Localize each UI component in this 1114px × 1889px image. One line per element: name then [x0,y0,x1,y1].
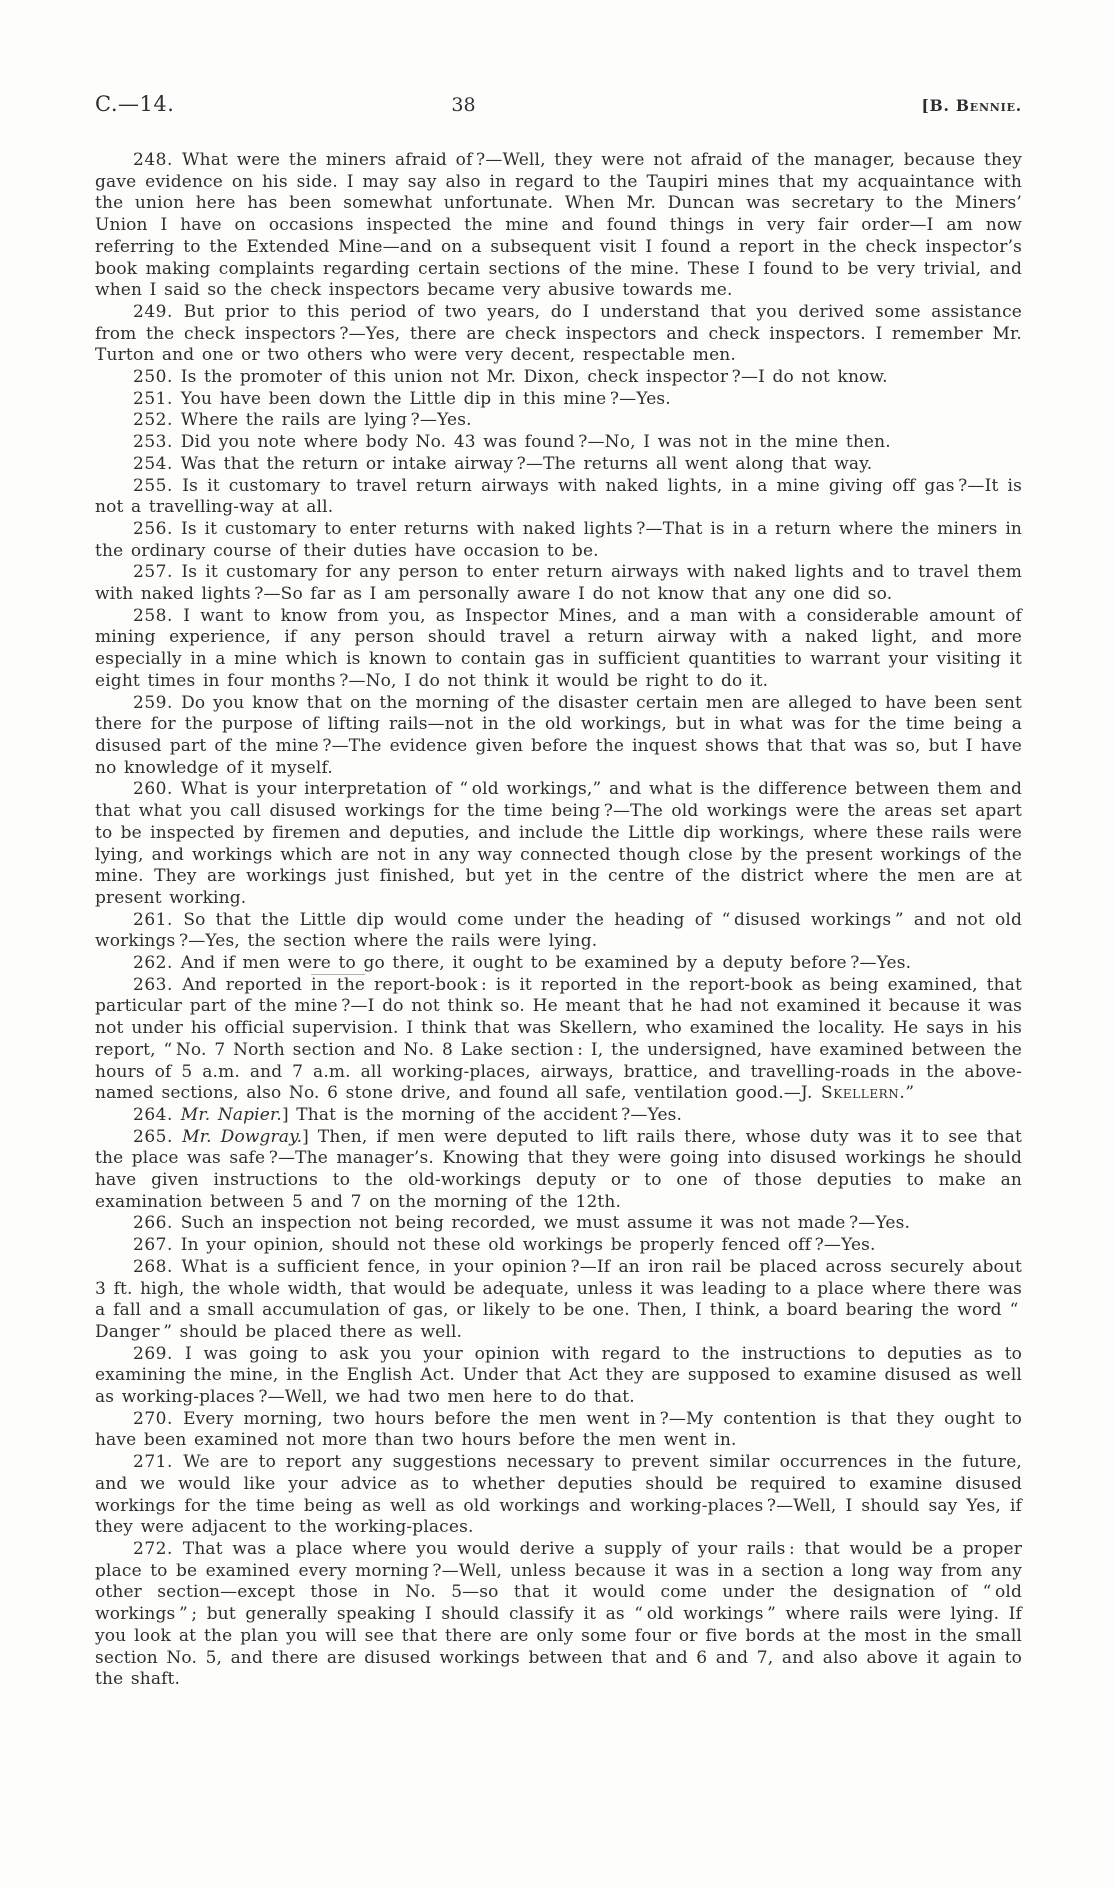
question-number: 255. [133,475,183,496]
paragraph-text-segment: And reported [182,974,312,995]
qa-paragraph [95,606,1022,693]
paragraph-text-segment: J. Skellern. [800,1083,906,1104]
question-number: 267. [133,1235,181,1256]
qa-paragraph [95,410,1022,432]
paragraph-text-segment: You have been down the Little dip in this mine ?—Yes. [180,388,671,409]
qa-paragraph [95,1105,1022,1127]
qa-paragraph [95,1127,1022,1214]
question-number: 254. [133,453,181,474]
qa-paragraph [95,562,1022,605]
question-number: 259. [133,692,182,713]
question-number: 268. [133,1256,182,1277]
question-number: 256. [133,518,181,539]
paragraph-text-segment: Is the promoter of this union not Mr. Dixon, check inspector ?—I do not know. [180,367,888,388]
paragraph-text-segment: report-book : is it reported in the report-book as being examined, that particular part of the mine ?—I do not think so. He meant that he had not examined it because it was not under his official supervision. I think that was Skellern, who examined the locality. He says in his report, “ No. 7 North section and No. 8 Lake section : I, the undersigned, have examined between the hours of 5 a.m. and 7 a.m. all working-places, airways, brattice, and travelling-roads in the above-named sections, also No. 6 stone drive, and found all safe, ventilation good.— [95,974,1023,1104]
question-number: 260. [133,779,181,800]
paragraph-text-segment: Do you know that on the morning of the disaster certain men are alleged to have been sent there for the purpose of lifting rails—not in the old workings, but in what was for the time being a disused part of the mine ?—The evidence given before the inquest shows that that was so, but I have no knowledge of it myself. [95,692,1022,778]
qa-paragraph [95,432,1022,454]
paragraph-text-segment: Is it customary for any person to enter return airways with naked lights and to travel them with naked lights ?—So far as I am personally aware I do not know that any one did so. [95,562,1022,605]
transcript-body [95,150,1022,1691]
paragraph-text-segment: So that the Little dip would come under the heading of “ disused workings ” and not old workings ?—Yes, the section where the rails were lying. [95,909,1022,952]
qa-paragraph [95,476,1022,519]
paragraph-text-segment: In your opinion, should not these old workings be properly fenced off ?—Yes. [180,1235,876,1256]
paragraph-text-segment: ” [905,1083,915,1104]
question-number: 257. [133,562,182,583]
qa-paragraph [95,1213,1022,1235]
document-reference: C.—14. [95,92,175,116]
paragraph-text-segment: We are to report any suggestions necessary to prevent similar occurrences in the future, and we would like your advice as to whether deputies should be required to examine disused workings for the time being as well as old workings and working-places ?—Well, I should say Yes, if they were adjacent to the working-places. [95,1452,1022,1538]
paragraph-text-segment: Mr. Dowgray. [182,1126,303,1147]
paragraph-text-segment: Is it customary to enter returns with naked lights ?—That is in a return where the miners in the ordinary course of their duties have occasion to be. [95,518,1023,561]
question-number: 263. [133,974,183,995]
question-number: 264. [133,1104,181,1125]
question-number: 249. [133,301,184,322]
qa-paragraph [95,953,1022,975]
page-header [95,92,1022,116]
paragraph-text-segment: ] Then, if men were deputed to lift rails there, whose duty was it to see that the place was safe ?—The manager’s. Knowing that they were going into disused workings he should have given instructions to the old-workings deputy or to one of those deputies to make an examination between 5 and 7 on the morning of the 12th. [95,1126,1022,1212]
qa-paragraph [95,150,1022,302]
qa-paragraph [95,519,1022,562]
qa-paragraph [95,975,1022,1105]
qa-paragraph [95,693,1022,780]
qa-paragraph [95,779,1022,909]
question-number: 252. [133,410,181,431]
paragraph-text-segment: I want to know from you, as Inspector Mines, and a man with a considerable amount of mining experience, if any person should travel a return airway with a naked light, and more especially in a mine which is known to contain gas in sufficient quantities to warrant your visiting it eight times in four months ?—No, I do not think it would be right to do it. [95,605,1022,691]
question-number: 272. [133,1539,183,1559]
qa-paragraph [95,1409,1022,1452]
paragraph-text-segment: What is your interpretation of “ old workings,” and what is the difference between them and that what you call disused workings for the time being ?—The old workings were the areas set apart to be inspected by firemen and deputies, and include the Little dip workings, where these rails were lying, and workings which are not in any way connected though close by the present workings of the mine. They are workings just finished, but yet in the centre of the district where the men are at present working. [95,779,1022,908]
page-number: 38 [451,94,476,116]
qa-paragraph [95,1539,1022,1691]
question-number: 253. [133,432,181,453]
qa-paragraph [95,389,1022,411]
paragraph-text-segment: I was going to ask you your opinion with regard to the instructions to deputies as to examining the mine, in the English Act. Under that Act they are supposed to examine disused as well as working-places ?—Well, we had two men here to do that. [95,1343,1022,1408]
question-number: 251. [133,388,181,409]
paragraph-text-segment: And if men were to go there, it ought to be examined by a deputy before ?—Yes. [180,953,912,974]
paragraph-text-segment: in the [311,974,366,995]
paragraph-text-segment: That was a place where you would derive a supply of your rails : that would be a proper place to be examined every morning ?—Well, unless because it was in a section a long way from any other section—except those in No. 5—so that it would come under the designation of “ old workings ” ; but generally speaking I should classify it as “ old workings ” where rails were lying. If you look at the plan you will see that there are only some four or five bords at the most in the small section No. 5, and there are disused workings between that and 6 and 7, and also above it again to the shaft. [95,1539,1022,1690]
question-number: 250. [133,367,181,388]
question-number: 248. [133,150,182,170]
question-number: 270. [133,1408,184,1429]
paragraph-text-segment: Mr. Napier. [180,1104,282,1125]
witness-name: [B. Bennie. [921,96,1022,115]
question-number: 265. [133,1126,183,1147]
question-number: 266. [133,1213,181,1234]
qa-paragraph [95,302,1022,367]
paragraph-text-segment: Is it customary to travel return airways with naked lights, in a mine giving off gas ?—It is not a travelling-way at all. [95,475,1022,518]
question-number: 258. [133,605,184,626]
question-number: 269. [133,1343,185,1364]
paragraph-text-segment: Did you note where body No. 43 was found ?—No, I was not in the mine then. [180,432,891,453]
paragraph-text-segment: Every morning, two hours before the men went in ?—My contention is that they ought to have been examined not more than two hours before the men went in. [95,1408,1022,1451]
paragraph-text-segment: What is a sufficient fence, in your opinion ?—If an iron rail be placed across securely about 3 ft. high, the whole width, that would be adequate, unless it was leading to a place where there was a fall and a small accumulation of gas, or likely to be one. Then, I think, a board bearing the word “ Danger ” should be placed there as well. [95,1256,1022,1342]
qa-paragraph [95,1235,1022,1257]
paragraph-text-segment: But prior to this period of two years, do I understand that you derived some assistance from the check inspectors ?—Yes, there are check inspectors and check inspectors. I remember Mr. Turton and one or two others who were very decent, respectable men. [95,301,1022,366]
question-number: 271. [133,1452,184,1473]
qa-paragraph [95,1452,1022,1539]
qa-paragraph [95,1344,1022,1409]
question-number: 262. [133,953,181,974]
paragraph-text-segment: Was that the return or intake airway ?—The returns all went along that way. [180,453,873,474]
qa-paragraph [95,367,1022,389]
paragraph-text-segment: Where the rails are lying ?—Yes. [180,410,472,431]
paragraph-text-segment: ] That is the morning of the accident ?—Yes. [281,1104,683,1125]
question-number: 261. [133,909,184,930]
paragraph-text-segment: What were the miners afraid of ?—Well, they were not afraid of the manager, because they gave evidence on his side. I may say also in regard to the Taupiri mines that my acquaintance with the union here has been somewhat unfortunate. When Mr. Duncan was secretary to the Miners’ Union I have on occasions inspected the mine and found things in very fair order—I am now referring to the Extended Mine—and on a subsequent visit I found a report in the check inspector’s book making complaints regarding certain sections of the mine. These I found to be very trivial, and when I said so the check inspectors became very abusive towards me. [95,150,1022,301]
qa-paragraph [95,1257,1022,1344]
qa-paragraph [95,910,1022,953]
paragraph-text-segment: Such an inspection not being recorded, we must assume it was not made ?—Yes. [180,1213,910,1234]
qa-paragraph [95,454,1022,476]
